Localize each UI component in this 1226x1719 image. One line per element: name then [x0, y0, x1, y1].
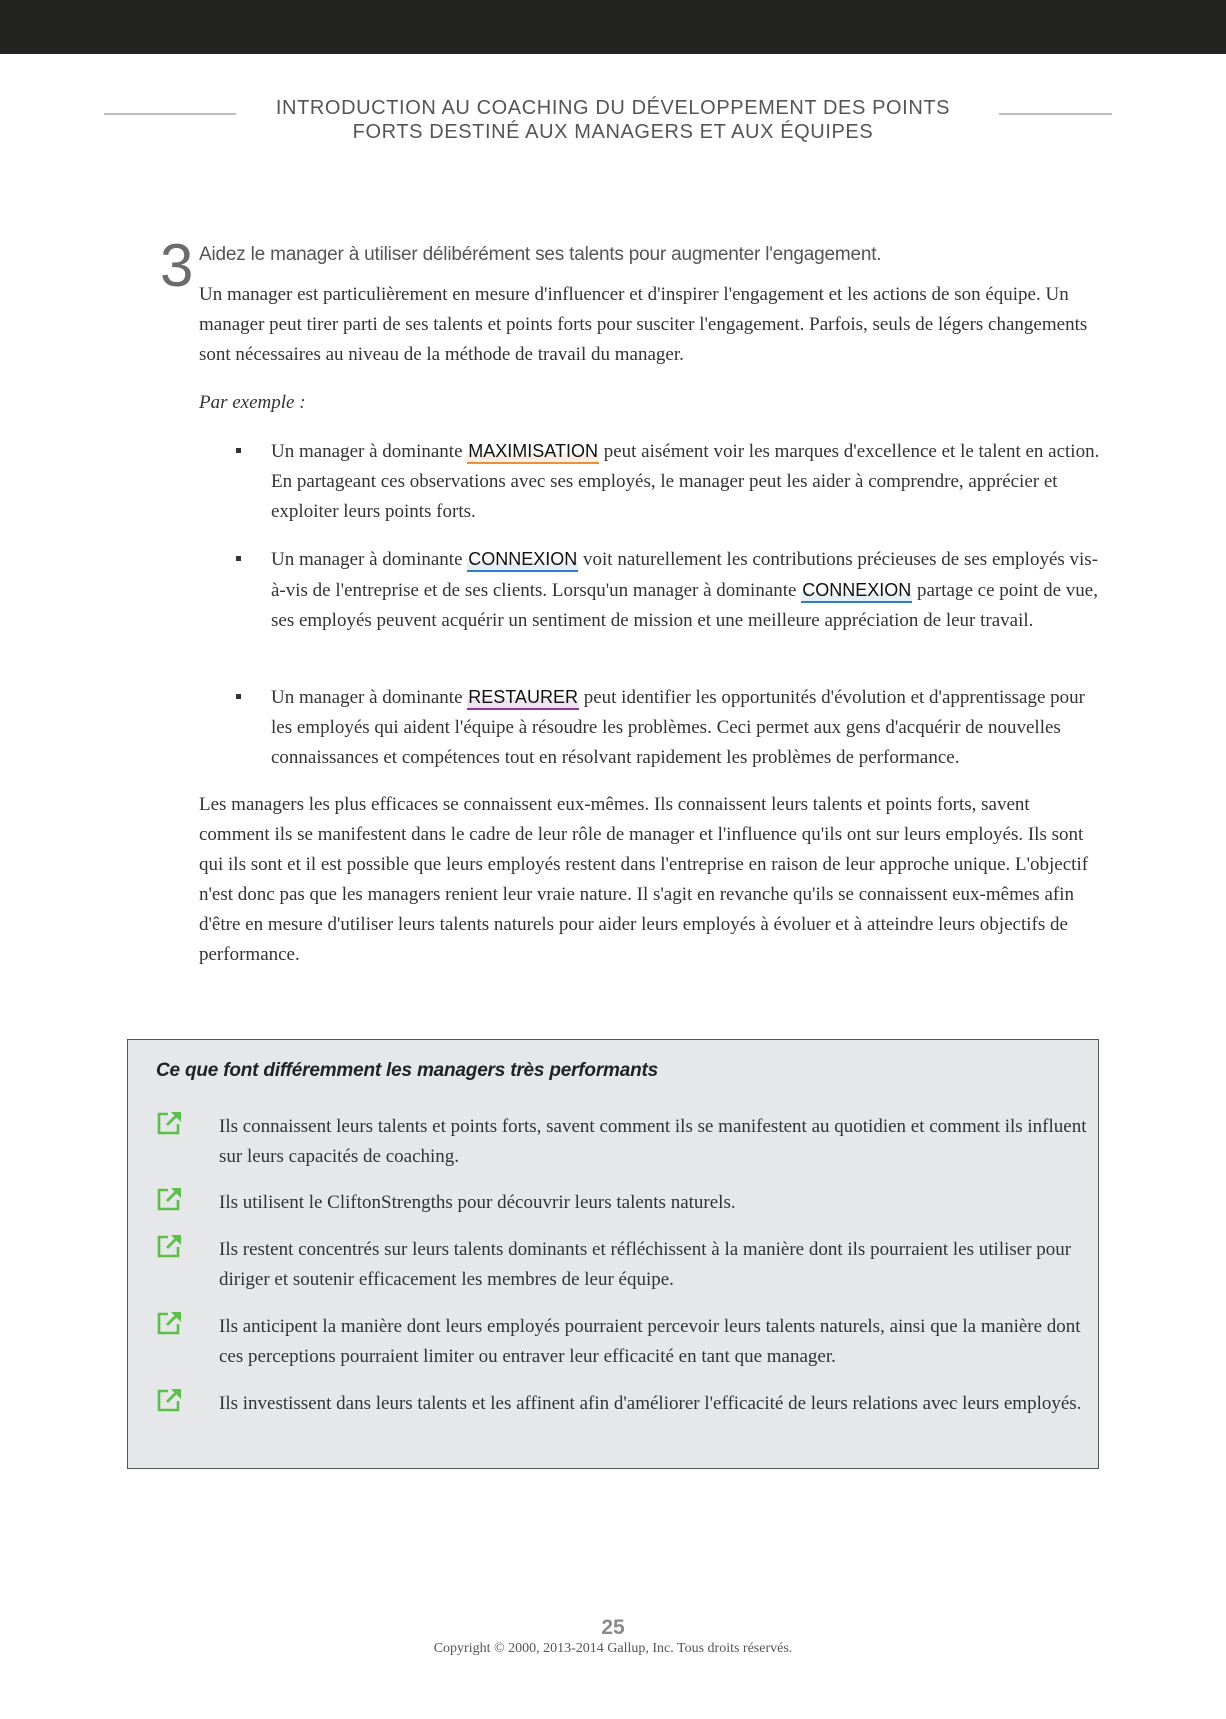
- bullet-item-connexion: [271, 544, 1101, 636]
- callout-title: Ce que font différemment les managers très performants: [156, 1060, 658, 1081]
- callout-box: [127, 1039, 1099, 1469]
- theme-tag-connexion[interactable]: CONNEXION: [467, 549, 578, 572]
- external-arrow-icon: [156, 1310, 182, 1336]
- closing-paragraph: Les managers les plus efficaces se connaissent eux-mêmes. Ils connaissent leurs talents et points forts, savent comment ils se manifestent dans le cadre de leur rôle de manager et l'influence qu'ils ont sur leurs employés. Ils sont qui ils sont et il est possible que leurs employés restent dans l'entreprise en raison de leur approche unique. L'objectif n'est donc pas que les managers renient leur vraie nature. Il s'agit en revanche qu'ils se connaissent eux-mêmes afin d'être en mesure d'utiliser leurs talents naturels pour aider leurs employés à évoluer et à atteindre leurs objectifs de performance.: [199, 794, 1089, 965]
- bullet-item-restaurer: [271, 682, 1101, 773]
- header-title: [250, 96, 976, 144]
- callout-item-text: Ils investissent dans leurs talents et les affinent afin d'améliorer l'efficacité de leurs relations avec leurs employés.: [219, 1393, 1082, 1414]
- callout-item-text: Ils connaissent leurs talents et points forts, savent comment ils se manifestent au quotidien et comment ils influent sur leurs capacités de coaching.: [219, 1116, 1087, 1167]
- theme-tag-maximisation[interactable]: MAXIMISATION: [467, 441, 599, 464]
- example-label: Par exemple :: [199, 392, 306, 413]
- page-header: [0, 96, 1226, 156]
- external-arrow-icon: [156, 1233, 182, 1259]
- callout-item-text: Ils utilisent le CliftonStrengths pour découvrir leurs talents naturels.: [219, 1192, 736, 1213]
- copyright-notice: Copyright © 2000, 2013-2014 Gallup, Inc. Tous droits réservés.: [433, 1641, 793, 1656]
- bullet-text: Un manager à dominante: [271, 441, 468, 462]
- section-heading: Aidez le manager à utiliser délibérément ses talents pour augmenter l'engagement.: [199, 244, 882, 265]
- header-title-line-2: FORTS DESTINÉ AUX MANAGERS ET AUX ÉQUIPES: [352, 121, 874, 143]
- bullet-text: Un manager à dominante: [271, 549, 468, 570]
- callout-item-text: Ils anticipent la manière dont leurs employés pourraient percevoir leurs talents naturels, ainsi que la manière dont ces perceptions pourraient limiter ou entraver leur efficacité en tant que manager.: [219, 1316, 1081, 1367]
- bullet-item-maximisation: [271, 436, 1101, 527]
- top-bar: [0, 0, 1226, 54]
- bullet-text: peut identifier les opportunités d'évolution et d'apprentissage pour les employés qui aident l'équipe à résoudre les problèmes. Ceci permet aux gens d'acquérir de nouvelles connaissances et compétences tout en résolvant rapidement les problèmes de performance.: [271, 687, 1085, 768]
- external-arrow-icon: [156, 1387, 182, 1413]
- bullet-text: partage ce point de vue, ses employés peuvent acquérir un sentiment de mission et une meilleure appréciation de leur travail.: [271, 580, 1098, 631]
- header-title-line-1: INTRODUCTION AU COACHING DU DÉVELOPPEMENT DES POINTS: [275, 97, 951, 119]
- bullet-text: peut aisément voir les marques d'excellence et le talent en action. En partageant ces observations avec ses employés, le manager peut les aider à comprendre, apprécier et exploiter leurs points forts.: [271, 441, 1100, 522]
- bullet-marker: [236, 694, 241, 699]
- step-number: 3: [160, 232, 194, 299]
- callout-item-text: Ils restent concentrés sur leurs talents dominants et réfléchissent à la manière dont ils pourraient les utiliser pour diriger et soutenir efficacement les membres de leur équipe.: [219, 1239, 1072, 1290]
- bullet-marker: [236, 556, 241, 561]
- theme-tag-connexion[interactable]: CONNEXION: [801, 580, 912, 603]
- bullet-text: voit naturellement les contributions précieuses de ses employés vis-à-vis de l'entreprise et de ses clients. Lorsqu'un manager à dominante: [271, 549, 1099, 601]
- header-rule-right: [999, 113, 1112, 115]
- intro-paragraph: Un manager est particulièrement en mesure d'influencer et d'inspirer l'engagement et les actions de son équipe. Un manager peut tirer parti de ses talents et points forts pour susciter l'engagement. Parfois, seuls de légers changements sont nécessaires au niveau de la méthode de travail du manager.: [199, 284, 1088, 365]
- bullet-marker: [236, 448, 241, 453]
- external-arrow-icon: [156, 1186, 182, 1212]
- theme-tag-restaurer[interactable]: RESTAURER: [467, 687, 579, 710]
- external-arrow-icon: [156, 1110, 182, 1136]
- bullet-text: Un manager à dominante: [271, 687, 468, 708]
- header-rule-left: [104, 113, 236, 115]
- page-number: 25: [601, 1616, 625, 1639]
